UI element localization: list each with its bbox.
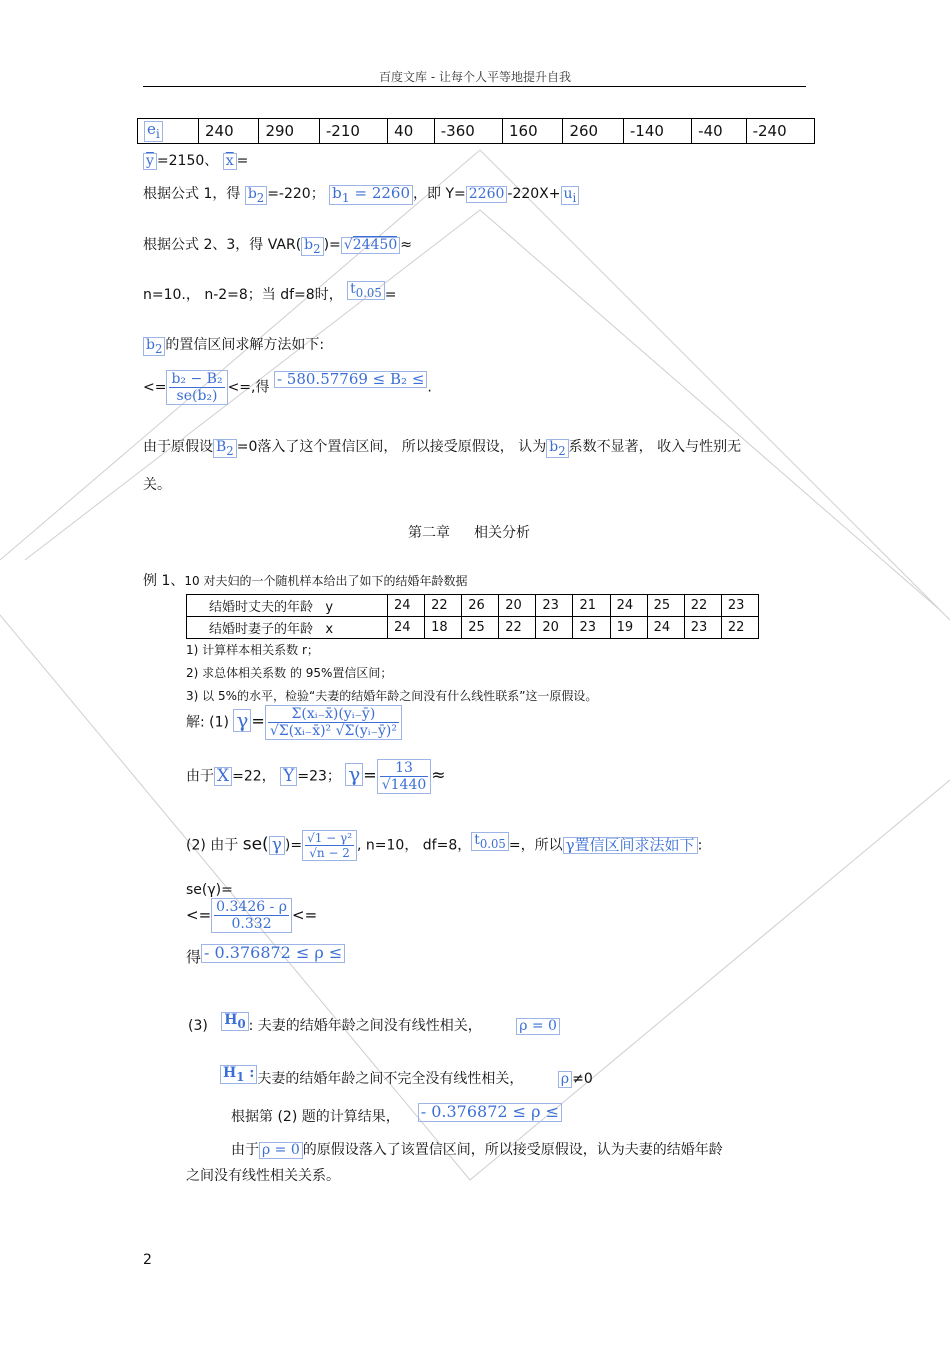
table-cell: 22 [499,617,536,639]
df-line: n=10.， n-2=8；当 df=8时， $t_{0.05}$ = [143,281,397,303]
residual-cell: 160 [503,119,563,144]
rho-interval: 得 - 0.376872 ≤ ρ ≤ [186,946,345,967]
conclusion-line: 由于原假设 $B_2 =0$落入了这个置信区间， 所以接受原假设， 认为 $b_2$ 系数不显著， 收入与性别无 [143,439,742,458]
residuals-table [137,118,815,144]
table-cell: 20 [499,595,536,617]
ci-heading: $b_2$ 的置信区间求解方法如下: [143,334,324,356]
question-2: 2) 求总体相关系数 的 95%置信区间； [186,666,393,680]
table-cell: 24 [610,595,647,617]
variance-line: 根据公式 2、3，得 VAR( $b_2$ )= √24450 ≈ [143,237,412,256]
table-cell: 22 [425,595,462,617]
marriage-age-table [186,594,759,639]
residual-cell: 290 [259,119,319,144]
table-cell: 22 [684,595,721,617]
ci-inequality: <= $\frac{\text{b₂ − B₂}}{\text{se(b₂)}}$ <=,得 - 580.57769 ≤ B₂ ≤ . [143,369,432,404]
question-1: 1) 计算样本相关系数 r； [186,643,319,657]
solution-2: (2) 由于 se( γ )= $\frac{\text{√1 − γ²}}{√n - 2}$ , n=10， df=8， $t_{0.05}$ =，所以 γ置信区间求法如下 : [186,831,703,860]
page-header: 百度文库 - 让每个人平等地提升自我 [379,70,571,84]
mean-line: $\overline{y} =2150$、 $\overline{x}$ = [143,150,248,170]
question-3: 3) 以 5%的水平，检验“夫妻的结婚年龄之间没有什么线性联系”这一原假设。 [186,689,598,703]
table-cell: 18 [425,617,462,639]
residual-cell: 40 [388,119,435,144]
residual-label: $e_i$ [138,119,199,144]
header-rule [143,86,806,87]
table-cell: 23 [721,595,758,617]
solution-1: 解: (1) γ = $\frac{\text{Σ(xᵢ₋x̄)(yᵢ₋ȳ)}}{\text{√Σ(xᵢ₋x̄)² √Σ(yᵢ₋ȳ)²}}$ [186,705,402,740]
residual-cell: -140 [623,119,691,144]
table-cell: 23 [684,617,721,639]
table-cell: 22 [721,617,758,639]
hypothesis-h1: $H_1$ : 夫妻的结婚年龄之间不完全没有线性相关， ρ ≠0 [220,1068,593,1090]
residual-cell: 260 [563,119,623,144]
final-conclusion-2: 之间没有线性相关关系。 [186,1168,340,1184]
table-cell: 26 [462,595,499,617]
table-cell: 24 [388,617,425,639]
residual-cell: -240 [746,119,814,144]
residual-cell: -40 [692,119,746,144]
se-line: se(γ)= [186,882,233,898]
conclusion-line-2: 关。 [143,477,171,493]
page-number: 2 [143,1252,152,1268]
coefficient-line: 根据公式 1，得 $b_2 =-220$； $b_1 = 2260$ ，即 Y= 2260 $-220X+ u_i$ [143,183,579,205]
table-row [187,617,759,639]
residual-cell: -210 [319,119,387,144]
residual-cell: -360 [434,119,502,144]
table-cell: 19 [610,617,647,639]
row-label: 结婚时丈夫的年龄 y [187,595,388,617]
result-reference: 根据第 (2) 题的计算结果， - 0.376872 ≤ ρ ≤ [231,1106,562,1126]
final-conclusion: 由于 ρ = 0 的原假设落入了该置信区间，所以接受原假设，认为夫妻的结婚年龄 [231,1142,723,1158]
table-cell: 25 [462,617,499,639]
residual-cell: 240 [199,119,259,144]
solution-1-calc: 由于 X =22， Y =23； γ = $\frac{13}{√1440}$ ≈ [186,760,446,793]
table-cell: 23 [536,595,573,617]
table-cell: 25 [647,595,684,617]
table-cell: 20 [536,617,573,639]
table-cell: 21 [573,595,610,617]
table-cell: 24 [647,617,684,639]
hypothesis-h0: (3) $H_0$ : 夫妻的结婚年龄之间没有线性相关， ρ = 0 [188,1015,560,1037]
table-row [187,595,759,617]
rho-inequality: <= $\frac{0.3426 - \rho}{0.332}$ <= [186,899,318,932]
table-cell: 23 [573,617,610,639]
example-heading: 例 1、10 对夫妇的一个随机样本给出了如下的结婚年龄数据 [143,573,468,589]
row-label: 结婚时妻子的年龄 x [187,617,388,639]
table-cell: 24 [388,595,425,617]
chapter-title: 第二章 相关分析 [408,525,530,541]
